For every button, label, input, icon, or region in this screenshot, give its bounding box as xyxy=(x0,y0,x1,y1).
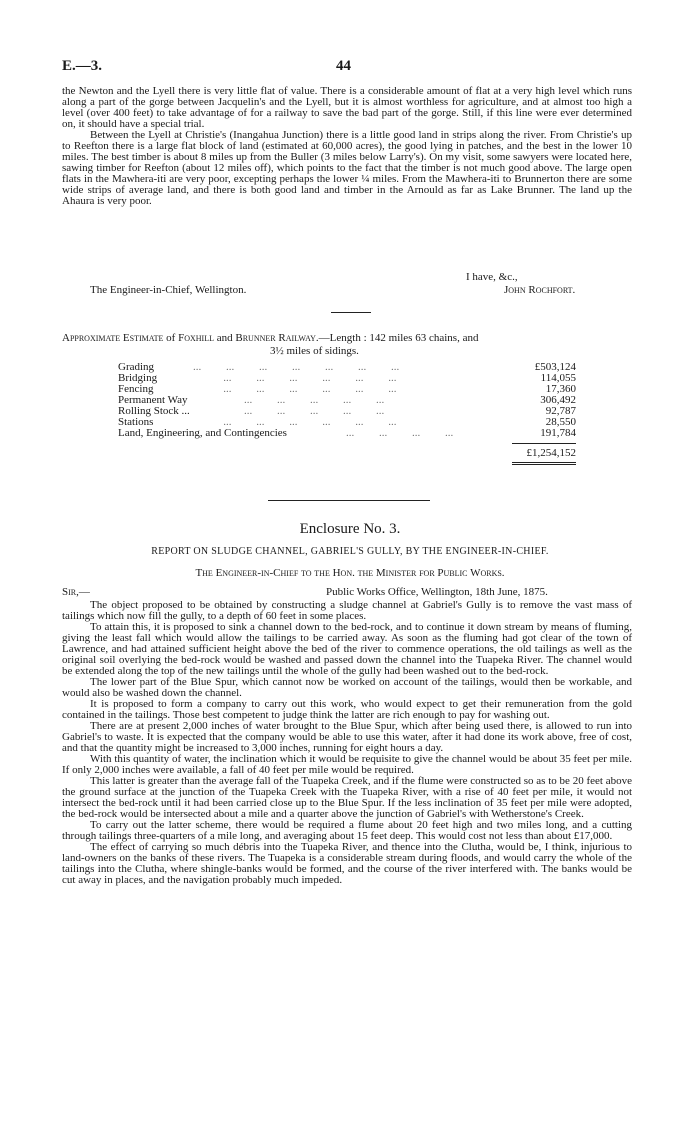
total-rule-top xyxy=(512,443,576,444)
report-title: REPORT ON SLUDGE CHANNEL, GABRIEL'S GULLY, BY THE ENGINEER-IN-CHIEF. xyxy=(151,546,549,557)
leader-dots: ... ... ... ... ... ... xyxy=(193,416,397,428)
report-paragraph-7: This latter is greater than the average fall of the Tuapeka Creek, and if the flume were constructed so as to be 20 feet above the ground surface at the junction of the Tuapeka Creek with the Tuapeka River, with a rise of 40 feet per mile, it would not intersect the bed-rock until it had been carried close up to the Blue Spur. If the less inclination of 35 feet per mile were adopted, the bed-rock would be intersected about a mile and a quarter above the junction of Gabriel's with Wetherstone's Creek. xyxy=(62,775,632,820)
estimate-title-prefix: Approximate Estimate xyxy=(62,332,164,344)
estimate-item-label: Permanent Way xyxy=(118,394,188,406)
page-number: 44 xyxy=(336,58,351,74)
estimate-title-of: of xyxy=(166,332,176,344)
enclosure-divider xyxy=(268,500,430,501)
report-paragraph-4: It is proposed to form a company to carry out this work, who would expect to get their remuneration from the gold contained in the tailings. Those best competent to judge think the latter are rich enough to pay for washing out. xyxy=(62,698,632,721)
report-paragraph-6: With this quantity of water, the inclination which it would be requisite to give the channel would be about 35 feet per mile. If only 2,000 inches were available, a fall of 40 feet per mile would be required. xyxy=(62,753,632,776)
office-date: Public Works Office, Wellington, 18th June, 1875. xyxy=(326,586,548,598)
leader-dots: ... ... ... ... ... ... xyxy=(193,383,397,395)
estimate-title-rest: —Length : 142 miles 63 chains, and xyxy=(318,332,479,344)
section-divider xyxy=(331,312,371,313)
estimate-item-amount: £503,124 xyxy=(534,361,576,373)
estimate-title xyxy=(62,333,632,344)
estimate-item-label: Bridging xyxy=(118,372,158,384)
estimate-item-amount: 191,784 xyxy=(540,427,576,439)
estimate-title-brunner: Brunner Railway. xyxy=(235,332,319,344)
estimate-item-label: Grading xyxy=(118,361,155,373)
estimate-title-line2: 3½ miles of sidings. xyxy=(270,345,359,357)
salutation: Sir,— xyxy=(62,586,90,598)
estimate-title-railway: Foxhill xyxy=(178,332,214,344)
leader-dots: ... ... ... ... ... ... ... xyxy=(193,361,400,373)
intro-paragraph-1: the Newton and the Lyell there is very little flat of value. There is a considerable amount of flat at a very high level which runs along a part of the gorge between Jacquelin's and the Lyell, but it is almost worthless for agriculture, and at almost too high a level (over 400 feet) to take advantage of for a railway to save the bad part of the gorge. Still, if this line were ever determined on, it should have a special trial. xyxy=(62,85,632,130)
address-line: The Engineer-in-Chief to the Hon. the Minister for Public Works. xyxy=(195,567,505,579)
signature-closing: I have, &c., xyxy=(466,271,518,283)
estimate-title-and: and xyxy=(216,332,233,344)
report-paragraph-2: To attain this, it is proposed to sink a channel down to the bed-rock, and to continue it down stream by means of fluming, giving the least fall which would allow the tailings to be carried away. As soon as the fluming had got clear of the town of Lawrence, and had attained sufficient height above the bed of the river to commence operations, the old tailings as well as the original soil overlying the bed-rock would be washed and passed down the channel into the Tuapeka River. The channel would be extended along the top of the new tailings until the whole of the gully had been washed out to the bed-rock. xyxy=(62,621,632,677)
estimate-item-label: Rolling Stock ... xyxy=(118,405,190,417)
leader-dots: ... ... ... ... ... xyxy=(244,405,385,417)
leader-dots: ... ... ... ... ... xyxy=(244,394,385,406)
total-rule-bottom-double xyxy=(512,464,576,465)
estimate-item-label: Land, Engineering, and Contingencies xyxy=(118,427,287,439)
intro-text xyxy=(62,86,632,207)
intro-paragraph-2: Between the Lyell at Christie's (Inangahua Junction) there is a little good land in strips along the river. From Christie's up to Reefton there is a large flat block of land (estimated at 60,000 acres), the good lying in patches, and the best in the lower 10 miles. The best timber is about 8 miles up from the Buller (3 miles below Larry's). On my visit, some sawyers were located here, sawing timber for Reefton (about 12 miles off), which points to the fact that the timber is not much good above. The large open flats in the Mawhera-iti are very poor, excepting perhaps the lower ¼ miles. From the Mawhera-iti to Brunnerton there are some wide strips of average land, and there is both good land and timber in the Arnould as far as Lake Brunner. The land up the Ahaura is very poor. xyxy=(62,129,632,207)
signature-addressee: The Engineer-in-Chief, Wellington. xyxy=(90,284,247,296)
report-paragraph-5: There are at present 2,000 inches of water brought to the Blue Spur, which after being used there, is allowed to run into Gabriel's to waste. It is expected that the company would be able to use this water, after it had done its work above, free of cost, and that the quantity might be increased to 3,000 inches, running for eight hours a day. xyxy=(62,720,632,754)
estimate-item-amount: 114,055 xyxy=(540,372,576,384)
report-paragraph-9: The effect of carrying so much débris into the Tuapeka River, and thence into the Clutha, would be, I think, injurious to land-owners on the banks of these rivers. The Tuapeka is a considerable stream during floods, and would carry the whole of the tailings into the Clutha, where shingle-banks would be formed, and the course of the river interfered with. The banks would be cut away in places, and the navigation probably much impeded. xyxy=(62,841,632,886)
leader-dots: ... ... ... ... xyxy=(346,427,454,439)
estimate-row xyxy=(118,428,576,439)
estimate-item-amount: 28,550 xyxy=(545,416,576,428)
leader-dots: ... ... ... ... ... ... xyxy=(193,372,397,384)
estimate-total: £1,254,152 xyxy=(526,447,576,459)
estimate-item-amount: 17,360 xyxy=(545,383,576,395)
report-paragraph-8: To carry out the latter scheme, there would be required a flume about 20 feet high and two miles long, and a cutting through tailings three-quarters of a mile long, and averaging about 15 feet deep. This would cost not less than about £17,000. xyxy=(62,819,632,842)
enclosure-title: Enclosure No. 3. xyxy=(299,521,401,537)
report-body xyxy=(62,600,632,886)
estimate-item-amount: 92,787 xyxy=(545,405,576,417)
section-code: E.—3. xyxy=(62,58,103,74)
total-rule-bottom xyxy=(512,462,576,463)
estimate-item-label: Stations xyxy=(118,416,154,428)
estimate-item-amount: 306,492 xyxy=(540,394,576,406)
report-paragraph-3: The lower part of the Blue Spur, which cannot now be worked on account of the tailings, would then be workable, and would also be washed down the channel. xyxy=(62,676,632,699)
estimate-item-label: Fencing xyxy=(118,383,154,395)
signature-name: John Rochfort. xyxy=(504,284,576,296)
report-paragraph-1: The object proposed to be obtained by constructing a sludge channel at Gabriel's Gully is to remove the vast mass of tailings which now fill the gully, to a depth of 60 feet in some places. xyxy=(62,599,632,622)
